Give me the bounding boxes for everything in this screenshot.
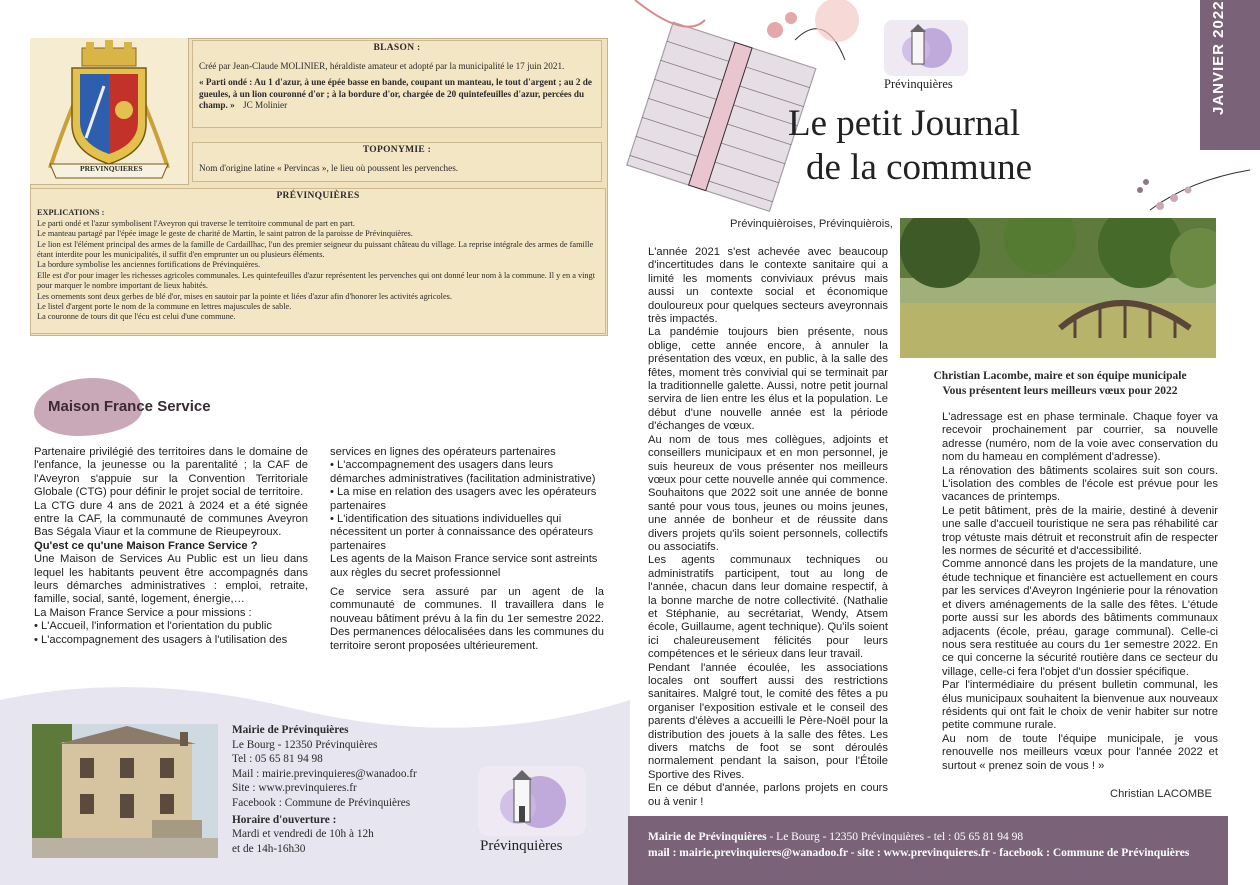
hours-line: Mardi et vendredi de 10h à 12h (232, 828, 374, 841)
list-item: • L'Accueil, l'information et l'orientation du public (34, 620, 272, 633)
explications-box (30, 188, 606, 334)
question-heading: Qu'est ce qu'une Maison France Service ? (34, 539, 258, 552)
explication-line: La couronne de tours dit que l'écu est celui d'une commune. (37, 312, 236, 322)
contact-tel: Tel : 05 65 81 94 98 (232, 753, 323, 766)
explications-header: PRÉVINQUIÈRES (276, 191, 360, 201)
footer-name: Mairie de Prévinquières (648, 831, 767, 843)
explications-title: EXPLICATIONS : (37, 208, 105, 218)
blason-quote (199, 77, 595, 112)
paragraph: La rénovation des bâtiments scolaires suit son cours. L'isolation des combles de l'école est prévue pour les vacances de printemps. (942, 464, 1218, 504)
blason-quote-text: « Parti ondé : Au 1 d'azur, à une épée basse en bande, coupant un manteau, le tout d'argent ; au 2 de gueules, à un lion couronné d'or ; à la bordure d'or, chargée de 20 quintefeuilles d'azur, percées du champ. » (199, 77, 592, 110)
editorial-column-2 (942, 411, 1218, 773)
caption-line: Vous présentent leurs meilleurs vœux pour 2022 (942, 385, 1178, 397)
blason-author: JC Molinier (243, 100, 288, 110)
journal-title-line2: de la commune (806, 147, 1033, 188)
logo-text: Prévinquières (480, 838, 563, 854)
toponymie-box (192, 142, 602, 182)
footer-address: - Le Bourg - 12350 Prévinquières - tel : 05 65 81 94 98 (766, 831, 1024, 843)
explication-line: Le listel d'argent porte le nom de la commune en lettres majuscules de sable. (37, 302, 292, 312)
paragraph: Les agents communaux techniques ou administratifs participent, tout au long de l'année, chacun dans leur domaine respectif, à la bonne marche de notre collectivité. (Nathalie et Stéphanie, au secrétariat, Wendy, Atsem école, Guillaume, agent technique). Qu'ils soient ici chaleureusement félicités pour leurs compétences et le sérieux dans leur travail. (648, 554, 888, 661)
caption-line: Christian Lacombe, maire et son équipe municipale (933, 370, 1187, 382)
paragraph: Comme annoncé dans les projets de la mandature, une étude technique et financière est actuellement en cours par les services d'Aveyron Ingénierie pour la rénovation et divers aménagements de la salle des fêtes. L'étude porte aussi sur les abords des bâtiments communaux adjacents (école, préau, garage communal). Celle-ci nous sera restituée au cours du 1er semestre 2022. En ce qui concerne la sécurité routière dans ce secteur du village, celle-ci fera l'objet d'un dossier spécifique. (942, 558, 1218, 678)
contact-address: Le Bourg - 12350 Prévinquières (232, 738, 378, 751)
paragraph: L'adressage est en phase terminale. Chaque foyer va recevoir prochainement par courrier, sa nouvelle adresse (numéro, nom de la voie avec conservation du nom du hameau en complément d'adresse). (942, 411, 1218, 464)
paragraph: La Maison France Service a pour missions : (34, 606, 252, 619)
paragraph: Ce service sera assuré par un agent de la communauté de communes. Il travaillera dans le nouveau bâtiment prévu à la fin du 1er semestre 2022. Des permanences délocalisées dans les communes du territoire seront proposées ultérieurement. (330, 586, 604, 652)
berry-branch-decoration (1130, 150, 1260, 220)
list-item: • L'accompagnement des usagers à l'utilisation des (34, 633, 288, 646)
list-item: services en lignes des opérateurs partenaires (330, 446, 556, 458)
contact-name: Mairie de Prévinquières (232, 724, 349, 736)
explication-line: Le manteau partagé par l'épée image le geste de charité de Martin, le saint patron de la paroisse de Prévinquières. (37, 229, 413, 239)
mfs-column-2 (330, 446, 604, 653)
photo-caption (900, 369, 1220, 399)
commune-logo (478, 766, 586, 858)
greeting: Prévinquièroises, Prévinquièrois, (730, 218, 893, 230)
contact-block (232, 723, 482, 856)
explication-line: Le parti ondé et l'azur symbolisent l'Aveyron qui traverse le territoire communal de part en part. (37, 218, 356, 228)
contact-facebook[interactable]: Facebook : Commune de Prévinquières (232, 796, 411, 809)
paragraph: Pendant l'année écoulée, les associations locales ont souffert aussi des restrictions sanitaires. Malgré tout, le comité des fêtes a pu organiser l'exposition estivale et le conseil des parents d'élèves a accueilli le Père-Noël pour la distribution des jouets à la salle des fêtes. Les divers matchs de foot se sont déroulés normalement pendant la saison, pour l'Étoile Sportive des Rives. (648, 661, 888, 781)
logo-top-text: Prévinquières (884, 77, 953, 91)
contact-site[interactable]: Site : www.previnquieres.fr (232, 782, 357, 795)
paragraph: Les agents de la Maison France service sont astreints aux règles du secret professionnel (330, 553, 598, 579)
coat-label: PREVINQUIERES (80, 164, 143, 173)
footer-line-2: mail : mairie.previnquieres@wanadoo.fr - site : www.previnquieres.fr - facebook : Commune de Prévinquières (648, 847, 1190, 859)
explication-line: Les ornements sont deux gerbes de blé d'or, mises en sautoir par la pointe et liées d'azur afin d'honorer les activités agricoles. (37, 291, 452, 301)
signature: Christian LACOMBE (1110, 788, 1212, 800)
section-title: Maison France Service (48, 398, 211, 415)
list-item: • L'identification des situations individuelles qui nécessitent un porter à connaissance des opérateurs partenaires (330, 513, 594, 552)
mairie-photo (32, 724, 218, 858)
blason-box (192, 40, 602, 128)
contact-mail[interactable]: Mail : mairie.previnquieres@wanadoo.fr (232, 767, 417, 780)
hours-line: et de 14h-16h30 (232, 842, 306, 855)
paragraph: Le petit bâtiment, près de la mairie, destiné à devenir une salle d'accueil touristique ne sera pas réhabilité car trop vétuste mais détruit et reconstruit afin de respecter les normes de sécurité et d'accessibilité. (942, 504, 1218, 558)
explication-line: Elle est d'or pour imager les richesses agricoles communales. Les quintefeuilles d'azur représentent les pervenches qui ont donné leur nom à la commune. Il y en a vingt pour marquer le nombre important de lieux habités. (37, 270, 596, 291)
commune-logo-top (884, 20, 968, 94)
coat-of-arms (30, 38, 189, 185)
park-photo (900, 218, 1216, 358)
mfs-column-1 (34, 446, 308, 647)
journal-title-line1: Le petit Journal (788, 103, 1021, 144)
paragraph: Une Maison de Services Au Public est un lieu dans lequel les habitants peuvent être accompagnés dans leurs démarches administratives : emploi, retraite, famille, social, santé, logement, énergie,… (34, 553, 308, 606)
list-item: • La mise en relation des usagers avec les opérateurs partenaires (330, 486, 597, 512)
date-tab (1200, 0, 1260, 150)
list-item: • L'accompagnement des usagers dans leurs démarches administratives (facilitation administrative) (330, 459, 596, 485)
blason-header: BLASON : (373, 43, 421, 53)
explication-line: Le lion est l'élément principal des armes de la famille de Cardaillhac, l'un des premier seigneur du puissant château du village. La reprise intégrale des armes de famille étant interdite pour les municipalités, il suffit d'en emprunter un ou plusieurs éléments. (37, 239, 594, 260)
paragraph: La CTG dure 4 ans de 2021 à 2024 et a été signée entre la CAF, la communauté de communes Aveyron Bas Ségala Viaur et la commune de Rieupeyroux. (34, 499, 308, 539)
paragraph: L'année 2021 s'est achevée avec beaucoup d'incertitudes dans le contexte sanitaire qui a limité les moments conviviaux prévus mais aussi un contexte social et économique douloureux pour quelques secteurs aveyronnais très impactés. (648, 246, 888, 326)
editorial-column-1 (648, 246, 888, 809)
toponymie-text: Nom d'origine latine « Pervincas », le lieu où poussent les pervenches. (199, 162, 459, 173)
blason-origin: Créé par Jean-Claude MOLINIER, héraldiste amateur et adopté par la municipalité le 17 juin 2021. (199, 60, 565, 71)
hours-title: Horaire d'ouverture : (232, 813, 337, 826)
paragraph: Au nom de toute l'équipe municipale, je vous renouvelle nos meilleurs vœux pour l'année 2022 et surtout « prenez soin de vous ! » (942, 732, 1218, 772)
paragraph: En ce début d'année, parlons projets en cours ou à venir ! (648, 782, 888, 808)
toponymie-header: TOPONYMIE : (362, 145, 432, 155)
paragraph: Au nom de tous mes collègues, adjoints et conseillers municipaux et en mon personnel, je suis heureux de vous présenter nos meilleurs vœux pour cette nouvelle année qui commence. Souhaitons que 2022 soit une année de bonne santé pour vous tous, jeunes ou moins jeunes, une année de bonheur et de réussite dans divers projets qu'ils soient personnels, collectifs ou associatifs. (648, 433, 888, 553)
paragraph: La pandémie toujours bien présente, nous oblige, cette année encore, à annuler la présentation des vœux, en public, à la salle des fêtes, moment très convivial qui se terminait par la traditionnelle galette. Aussi, notre petit journal servira de lien entre les élus et la population. Le début d'une nouvelle année est la période d'échanges de vœux. (648, 326, 888, 433)
paragraph: Partenaire privilégié des territoires dans le domaine de l'enfance, la jeunesse ou la parentalité ; la CAF de l'Aveyron s'appuie sur la Convention Territoriale Globale (CTG) pour définir le projet social de territoire. (34, 446, 308, 499)
date-tab-label: JANVIER 2022 (1210, 0, 1227, 115)
explication-line: La bordure symbolise les anciennes fortifications de Prévinquières. (37, 260, 261, 270)
footer-line-1 (648, 831, 1023, 843)
paragraph: Par l'intermédiaire du présent bulletin communal, les élus municipaux souhaitent la bienvenue aux nouveaux résidents qui ont fait le choix de venir habiter sur notre petite commune rurale. (942, 679, 1218, 732)
